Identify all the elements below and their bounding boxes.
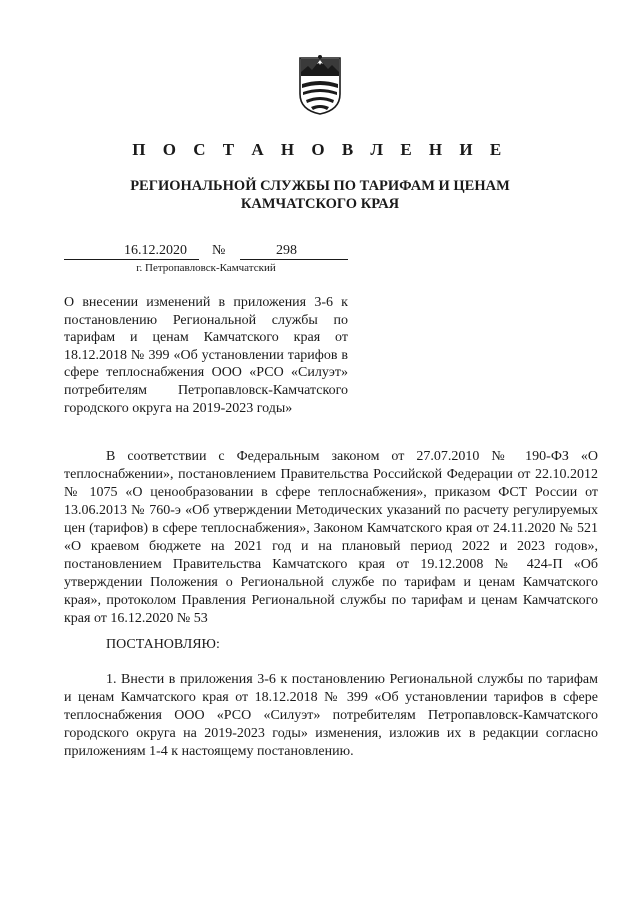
document-subject: О внесении изменений в приложения 3-6 к постановлению Региональной службы по тарифам и ценам Камчатского края от 18.12.2018 № 399 «Об установлении тарифов в сфере теплоснабжения ООО «РСО «Силуэт» потребителям Петропавловск-Камчатского городского округа на 2019-2023 годы» [64, 295, 348, 416]
date-number-line [64, 243, 348, 261]
document-city: г. Петропавловск-Камчатский [136, 262, 276, 274]
organization-name-line-1: РЕГИОНАЛЬНОЙ СЛУЖБЫ ПО ТАРИФАМ И ЦЕНАМ [130, 178, 510, 194]
document-number-field [240, 243, 348, 260]
document-number: 298 [276, 243, 297, 258]
organization-name [0, 177, 640, 213]
document-title: П О С Т А Н О В Л Е Н И Е [132, 140, 508, 159]
number-sign: № [212, 243, 226, 258]
decree-heading: ПОСТАНОВЛЯЮ: [106, 637, 220, 652]
document-preamble: В соответствии с Федеральным законом от 27.07.2010 № 190-ФЗ «О теплоснабжении», постановлением Правительства Российской Федерации от 22.10.2012 № 1075 «О ценообразовании в сфере теплоснабжения», приказом ФСТ России от 13.06.2013 № 760-э «Об утверждении Методических указаний по расчету регулируемых цен (тарифов) в сфере теплоснабжения», Законом Камчатского края от 24.11.2020 № 521 «О краевом бюджете на 2021 год и на плановый период 2022 и 2023 годов», постановлением Правительства Камчатского края от 19.12.2008 № 424-П «Об утверждении Положения о Региональной службе по тарифам и ценам Камчатского края», протоколом Правления Региональной службы по тарифам и ценам Камчатского края от 16.12.2020 № 53 [64, 449, 598, 626]
organization-name-line-2: КАМЧАТСКОГО КРАЯ [240, 196, 400, 212]
decree-point-1: 1. Внести в приложения 3-6 к постановлению Региональной службы по тарифам и ценам Камчатского края от 18.12.2018 № 399 «Об установлении тарифов в сфере теплоснабжения ООО «РСО «Силуэт» потребителям Петропавловск-Камчатского городского округа на 2019-2023 годы» изменения, изложив их в редакции согласно приложениям 1-4 к настоящему постановлению. [64, 672, 598, 759]
document-date-field [64, 243, 199, 260]
kamchatka-coat-of-arms-icon [298, 54, 342, 116]
document-date: 16.12.2020 [124, 243, 187, 258]
